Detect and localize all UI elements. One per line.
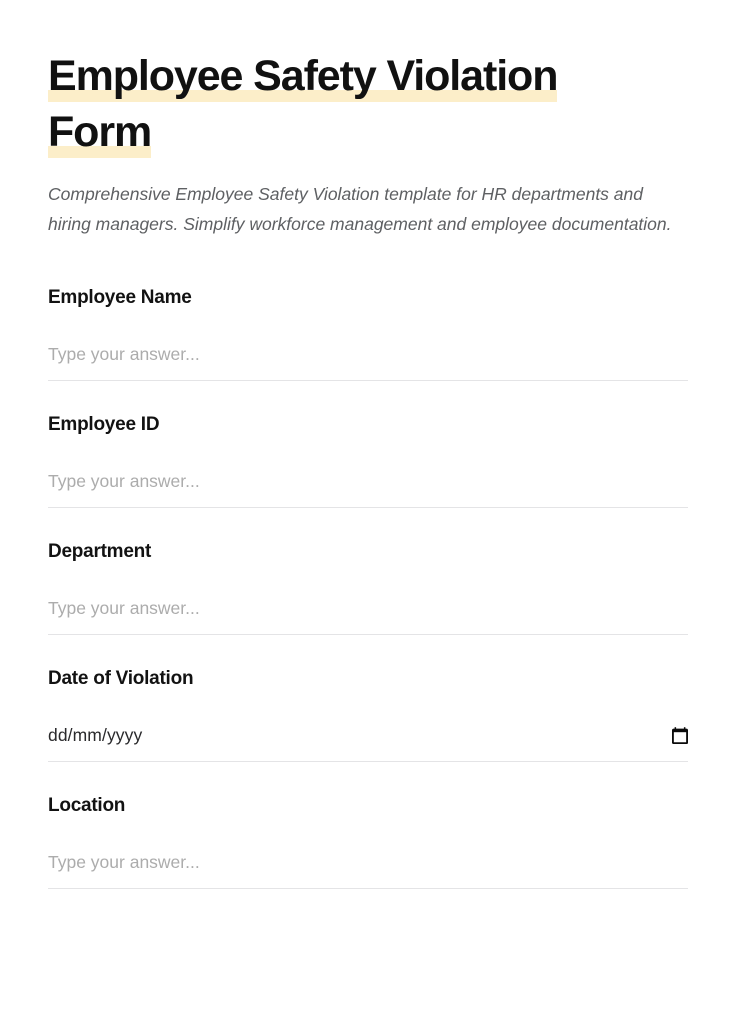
field-label-location: Location	[48, 795, 126, 816]
field-location	[48, 793, 688, 889]
employee-id-input[interactable]	[48, 469, 688, 493]
field-label-department: Department	[48, 541, 152, 562]
employee-name-input[interactable]	[48, 342, 688, 366]
form-fields	[48, 285, 688, 889]
location-input[interactable]	[48, 850, 688, 874]
form-header	[48, 48, 688, 239]
field-control-employee-name[interactable]	[48, 342, 688, 381]
page-title-line-2: Form	[48, 108, 152, 156]
field-control-location[interactable]	[48, 850, 688, 889]
field-label-employee-id: Employee ID	[48, 414, 160, 435]
form-description: Comprehensive Employee Safety Violation template for HR departments and hiring managers. Simplify workforce management and employee documentation.	[48, 184, 672, 234]
field-control-employee-id[interactable]	[48, 469, 688, 508]
field-label-date-of-violation: Date of Violation	[48, 668, 194, 689]
page-title	[48, 48, 608, 160]
field-employee-id	[48, 412, 688, 508]
date-of-violation-input[interactable]: dd/mm/yyyy	[48, 725, 143, 745]
field-employee-name	[48, 285, 688, 381]
date-input-row[interactable]	[48, 723, 688, 747]
field-date-of-violation	[48, 666, 688, 762]
field-department	[48, 539, 688, 635]
field-control-date-of-violation[interactable]	[48, 723, 688, 762]
calendar-icon[interactable]	[672, 727, 688, 744]
field-control-department[interactable]	[48, 596, 688, 635]
page-title-line-1: Employee Safety Violation	[48, 52, 558, 100]
field-label-employee-name: Employee Name	[48, 287, 192, 308]
department-input[interactable]	[48, 596, 688, 620]
